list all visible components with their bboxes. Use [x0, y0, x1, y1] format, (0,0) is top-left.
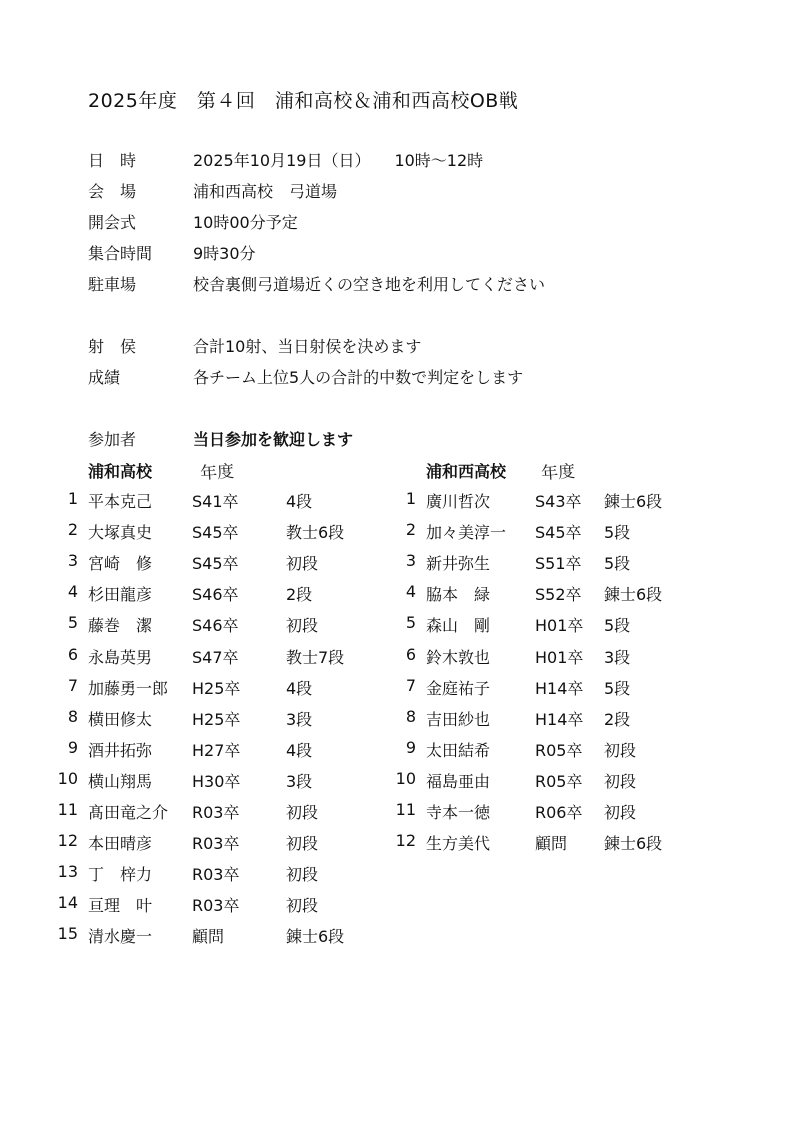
- member-year: S46卒: [192, 616, 239, 636]
- member-name: 丁 梓力: [88, 865, 153, 885]
- member-number: 13: [57, 862, 78, 882]
- member-number: 6: [405, 644, 416, 664]
- member-name: 寺本一徳: [426, 803, 491, 822]
- member-year: S46卒: [192, 585, 239, 605]
- member-number: 4: [67, 582, 78, 602]
- member-number: 14: [57, 893, 78, 913]
- member-rank: 4段: [286, 740, 313, 760]
- member-number: 8: [405, 706, 416, 726]
- member-number: 10: [57, 768, 78, 788]
- member-rank: 5段: [604, 554, 631, 574]
- member-number: 7: [405, 675, 416, 695]
- member-name: 加藤勇一郎: [88, 678, 169, 698]
- member-rank: 教士7段: [286, 647, 345, 667]
- member-name: 杉田龍彦: [88, 585, 153, 605]
- member-number: 9: [67, 737, 78, 757]
- member-rank: 5段: [604, 616, 631, 636]
- member-name: 髙田竜之介: [88, 803, 169, 822]
- member-number: 3: [405, 551, 416, 571]
- member-year: S45卒: [192, 523, 239, 543]
- member-rank: 初段: [604, 740, 637, 760]
- member-rank: 教士6段: [286, 523, 345, 543]
- member-year: H25卒: [192, 678, 241, 698]
- member-year: S45卒: [535, 523, 582, 543]
- member-rank: 4段: [286, 678, 313, 698]
- member-rank: 5段: [604, 678, 631, 698]
- info-value: 10時00分予定: [193, 213, 298, 232]
- member-number: 5: [67, 613, 78, 633]
- member-number: 5: [405, 613, 416, 633]
- team-header-urawa-nishi: 浦和西高校: [426, 462, 507, 481]
- member-rank: 4段: [286, 492, 313, 511]
- info-value: 各チーム上位5人の合計的中数で判定をします: [193, 368, 524, 387]
- member-year: R05卒: [535, 771, 583, 791]
- member-name: 亘理 叶: [88, 896, 153, 916]
- member-year: H01卒: [535, 647, 584, 667]
- info-label: 成績: [88, 368, 121, 387]
- member-year: R03卒: [192, 834, 240, 854]
- member-number: 8: [67, 706, 78, 726]
- member-number: 3: [67, 551, 78, 571]
- member-year: H01卒: [535, 616, 584, 636]
- member-rank: 錬士6段: [604, 492, 663, 511]
- member-year: S51卒: [535, 554, 582, 574]
- info-value: 校舎裏側弓道場近くの空き地を利用してください: [193, 275, 546, 294]
- member-name: 生方美代: [426, 834, 491, 854]
- member-rank: 初段: [604, 803, 637, 822]
- member-name: 脇本 緑: [426, 585, 491, 605]
- member-name: 森山 剛: [426, 616, 491, 636]
- member-rank: 3段: [286, 709, 313, 729]
- member-rank: 初段: [286, 616, 319, 636]
- member-number: 9: [405, 737, 416, 757]
- member-year: R05卒: [535, 740, 583, 760]
- member-name: 清水慶一: [88, 927, 153, 947]
- member-year: H14卒: [535, 709, 584, 729]
- info-label: 射 侯: [88, 337, 137, 356]
- member-name: 廣川哲次: [426, 492, 491, 511]
- member-year: 顧問: [192, 927, 225, 947]
- member-rank: 3段: [604, 647, 631, 667]
- info-label: 集合時間: [88, 244, 153, 263]
- member-number: 10: [395, 768, 416, 788]
- member-year: S41卒: [192, 492, 239, 511]
- member-rank: 初段: [286, 834, 319, 854]
- member-rank: 初段: [286, 896, 319, 916]
- info-value: 浦和西高校 弓道場: [193, 182, 338, 201]
- member-name: 横田修太: [88, 709, 153, 729]
- member-rank: 初段: [286, 865, 319, 885]
- member-rank: 錬士6段: [286, 927, 345, 947]
- handwritten-note: 年度: [199, 461, 235, 485]
- info-value: 9時30分: [193, 244, 256, 263]
- handwritten-note: 年度: [540, 461, 576, 485]
- member-year: R03卒: [192, 896, 240, 916]
- member-number: 1: [405, 489, 416, 508]
- member-name: 平本克己: [88, 492, 153, 511]
- member-number: 11: [395, 800, 416, 819]
- member-year: H14卒: [535, 678, 584, 698]
- member-number: 15: [57, 924, 78, 944]
- member-rank: 3段: [286, 771, 313, 791]
- team-header-urawa: 浦和高校: [88, 462, 153, 481]
- info-label: 参加者: [88, 430, 137, 449]
- member-number: 7: [67, 675, 78, 695]
- member-name: 酒井拓弥: [88, 740, 153, 760]
- page-title: 2025年度 第４回 浦和高校＆浦和西高校OB戦: [88, 90, 519, 112]
- member-rank: 錬士6段: [604, 834, 663, 854]
- member-name: 福島亜由: [426, 771, 491, 791]
- info-label: 日 時: [88, 151, 137, 170]
- member-number: 6: [67, 644, 78, 664]
- member-year: 顧問: [535, 834, 568, 854]
- member-name: 金庭祐子: [426, 678, 491, 698]
- member-number: 4: [405, 582, 416, 602]
- member-number: 12: [57, 831, 78, 851]
- member-year: S45卒: [192, 554, 239, 574]
- info-value: 合計10射、当日射侯を決めます: [193, 337, 422, 356]
- member-number: 11: [57, 800, 78, 819]
- member-year: S52卒: [535, 585, 582, 605]
- info-label: 駐車場: [88, 275, 137, 294]
- member-rank: 2段: [286, 585, 313, 605]
- member-name: 永島英男: [88, 647, 153, 667]
- member-number: 2: [405, 520, 416, 540]
- member-year: R03卒: [192, 865, 240, 885]
- member-name: 吉田紗也: [426, 709, 491, 729]
- member-name: 本田晴彦: [88, 834, 153, 854]
- member-year: R03卒: [192, 803, 240, 822]
- member-year: R06卒: [535, 803, 583, 822]
- member-name: 太田結希: [426, 740, 491, 760]
- member-name: 横山翔馬: [88, 771, 153, 791]
- info-label: 開会式: [88, 213, 137, 232]
- member-name: 加々美淳一: [426, 523, 507, 543]
- info-value: 2025年10月19日（日） 10時～12時: [193, 151, 484, 170]
- member-number: 2: [67, 520, 78, 540]
- member-rank: 5段: [604, 523, 631, 543]
- info-label: 会 場: [88, 182, 137, 201]
- member-year: H25卒: [192, 709, 241, 729]
- member-name: 藤巻 潔: [88, 616, 153, 636]
- member-number: 1: [67, 489, 78, 508]
- member-name: 大塚真史: [88, 523, 153, 543]
- member-number: 12: [395, 831, 416, 851]
- info-value: 当日参加を歓迎します: [193, 430, 354, 449]
- member-rank: 初段: [286, 554, 319, 574]
- member-name: 宮崎 修: [88, 554, 153, 574]
- member-name: 新井弥生: [426, 554, 491, 574]
- member-year: S47卒: [192, 647, 239, 667]
- member-rank: 錬士6段: [604, 585, 663, 605]
- member-rank: 初段: [604, 771, 637, 791]
- member-name: 鈴木敦也: [426, 647, 491, 667]
- member-year: H27卒: [192, 740, 241, 760]
- member-year: S43卒: [535, 492, 582, 511]
- member-year: H30卒: [192, 771, 241, 791]
- member-rank: 初段: [286, 803, 319, 822]
- member-rank: 2段: [604, 709, 631, 729]
